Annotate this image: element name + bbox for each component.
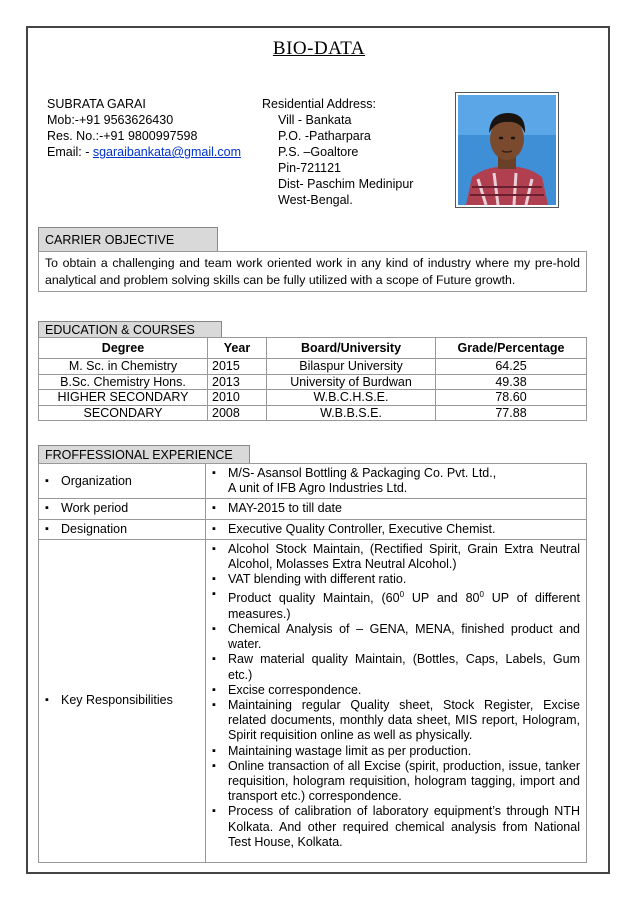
responsibility-item: ▪ Online transaction of all Excise (spirit, production, issue, tanker requisition, hologram requisition, hologram tagging, import and transport etc.) correspondence. <box>210 759 580 805</box>
year-cell: 2015 <box>208 359 267 375</box>
year-cell: 2008 <box>208 405 267 421</box>
applicant-name: SUBRATA GARAI <box>47 97 146 111</box>
responsibility-item: ▪ Alcohol Stock Maintain, (Rectified Spirit, Grain Extra Neutral Alcohol, Molasses Extra Neutral Alcohol.) <box>210 542 580 572</box>
designation-value-cell <box>206 519 587 539</box>
experience-heading-text: FROFFESSIONAL EXPERIENCE <box>45 448 233 462</box>
table-header-row <box>39 338 587 359</box>
work-period-label-cell <box>39 499 206 519</box>
objective-box <box>38 251 587 292</box>
address-line: P.O. -Patharpara <box>278 129 371 143</box>
responsibilities-label-cell <box>39 539 206 862</box>
designation-value: ▪ Executive Quality Controller, Executive Chemist. <box>210 522 580 537</box>
degree-cell: M. Sc. in Chemistry <box>39 359 208 375</box>
table-row <box>39 539 587 862</box>
organization-line1: M/S- Asansol Bottling & Packaging Co. Pvt. Ltd., <box>228 466 497 480</box>
board-cell: Bilaspur University <box>267 359 436 375</box>
quality-text-mid: UP and 80 <box>404 591 480 606</box>
responsibility-item: ▪ Maintaining wastage limit as per production. <box>210 744 580 759</box>
profile-photo <box>455 92 559 208</box>
responsibilities-label: ▪ Key Responsibilities <box>43 693 199 708</box>
education-heading-text: EDUCATION & COURSES <box>45 323 195 337</box>
responsibility-item <box>210 587 580 622</box>
table-row <box>39 374 587 390</box>
quality-text-end: UP of different measures.) <box>228 591 580 621</box>
year-cell: 2013 <box>208 374 267 390</box>
col-grade: Grade/Percentage <box>436 338 587 359</box>
grade-cell: 78.60 <box>436 390 587 406</box>
table-row <box>39 464 587 499</box>
table-row <box>39 499 587 519</box>
address-line: West-Bengal. <box>278 193 353 207</box>
table-row <box>39 519 587 539</box>
year-cell: 2010 <box>208 390 267 406</box>
grade-cell: 77.88 <box>436 405 587 421</box>
contact-block <box>47 96 241 160</box>
responsibility-item: ▪ Excise correspondence. <box>210 683 580 698</box>
portrait-image <box>458 95 556 205</box>
responsibility-item: ▪ Maintaining regular Quality sheet, Stock Register, Excise related documents, monthly data sheet, MIS report, Hologram, Spirit requisition online as well as physically. <box>210 698 580 744</box>
organization-label: ▪ Organization <box>43 474 199 489</box>
work-period-label: ▪ Work period <box>43 501 199 516</box>
board-cell: University of Burdwan <box>267 374 436 390</box>
col-year: Year <box>208 338 267 359</box>
responsibility-item: ▪ Chemical Analysis of – GENA, MENA, finished product and water. <box>210 622 580 652</box>
address-line: P.S. –Goaltore <box>278 145 359 159</box>
table-row <box>39 390 587 406</box>
designation-label: ▪ Designation <box>43 522 199 537</box>
objective-heading <box>38 227 218 252</box>
organization-label-cell <box>39 464 206 499</box>
col-board: Board/University <box>267 338 436 359</box>
grade-cell: 49.38 <box>436 374 587 390</box>
experience-table <box>38 463 587 863</box>
page-title: BIO-DATA <box>272 38 366 59</box>
address-line: Vill - Bankata <box>278 113 352 127</box>
table-row <box>39 405 587 421</box>
residence-number: Res. No.:-+91 9800997598 <box>47 129 198 143</box>
organization-value-cell <box>206 464 587 499</box>
objective-heading-text: CARRIER OBJECTIVE <box>45 233 175 247</box>
responsibilities-list <box>206 539 587 862</box>
superscript: 0 <box>479 590 484 600</box>
degree-cell: B.Sc. Chemistry Hons. <box>39 374 208 390</box>
work-period-value: ▪ MAY-2015 to till date <box>210 501 580 516</box>
board-cell: W.B.B.S.E. <box>267 405 436 421</box>
email-label: Email: - <box>47 145 93 159</box>
education-table <box>38 337 587 421</box>
board-cell: W.B.C.H.S.E. <box>267 390 436 406</box>
address-line: Pin-721121 <box>278 161 342 175</box>
objective-text: To obtain a challenging and team work oriented work in any kind of industry where my pre-hold analytical and problem solving skills can be fully utilized with a scope of Future growth. <box>45 256 580 287</box>
email-link[interactable]: sgaraibankata@gmail.com <box>92 145 242 159</box>
degree-cell: SECONDARY <box>39 405 208 421</box>
responsibility-item: ▪ Raw material quality Maintain, (Bottles, Caps, Labels, Gum etc.) <box>210 652 580 682</box>
work-period-value-cell <box>206 499 587 519</box>
degree-cell: HIGHER SECONDARY <box>39 390 208 406</box>
organization-line2: A unit of IFB Agro Industries Ltd. <box>228 481 408 496</box>
organization-value <box>210 466 580 496</box>
address-block <box>262 96 413 208</box>
address-line: Dist- Paschim Medinipur <box>278 177 414 191</box>
address-heading: Residential Address: <box>262 97 376 111</box>
mobile-number: Mob:-+91 9563626430 <box>47 113 174 127</box>
education-heading <box>38 321 222 338</box>
experience-heading <box>38 445 250 464</box>
quality-text-start: Product quality Maintain, (60 <box>228 591 400 606</box>
responsibility-item: ▪ Process of calibration of laboratory equipment’s through NTH Kolkata. And other required chemical analysis from National Test House, Kolkata. <box>210 804 580 850</box>
designation-label-cell <box>39 519 206 539</box>
superscript: 0 <box>399 590 405 600</box>
col-degree: Degree <box>39 338 208 359</box>
responsibility-item: ▪ VAT blending with different ratio. <box>210 572 580 587</box>
table-row <box>39 359 587 375</box>
grade-cell: 64.25 <box>436 359 587 375</box>
email-line <box>47 144 241 160</box>
